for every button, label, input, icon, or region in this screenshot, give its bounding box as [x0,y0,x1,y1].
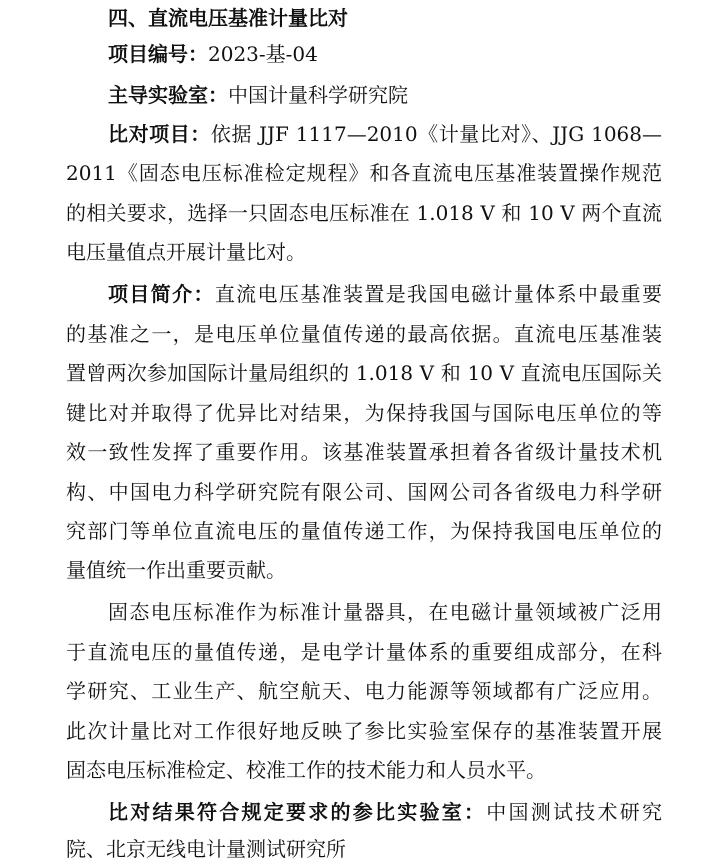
project-intro-line: 效一致性发挥了重要作用。该基准装置承担着各省级计量技术机 [66,440,662,464]
project-intro-line [66,276,662,312]
section-heading [66,0,348,36]
paragraph2-line: 固态电压标准作为标准计量器具，在电磁计量领域被广泛用 [108,600,662,624]
lead-lab-label: 主导实验室： [108,83,228,107]
project-number-row [66,36,318,72]
paragraph2-line: 学研究、工业生产、航空航天、电力能源等领域都有广泛应用。 [66,679,662,703]
comparison-item-line: 电压量值点开展计量比对。 [66,240,306,264]
project-intro-label: 项目简介： [108,282,215,306]
comparison-item-line: 的相关要求，选择一只固态电压标准在 1.018 V 和 10 V 两个直流 [66,201,662,225]
lead-lab-value: 中国计量科学研究院 [228,83,408,107]
project-intro-line: 键比对并取得了优异比对结果，为保持我国与国际电压单位的等 [66,401,662,425]
paragraph2-line: 此次计量比对工作很好地反映了参比实验室保存的基准装置开展 [66,719,662,743]
result-line [66,794,662,830]
result-label: 比对结果符合规定要求的参比实验室： [108,800,487,824]
result-line: 院、北京无线电计量测试研究所 [66,837,346,861]
project-number-label: 项目编号： [108,42,208,66]
comparison-item-line [66,116,662,152]
comparison-item-line: 2011《固态电压标准检定规程》和各直流电压基准装置操作规范 [66,161,662,185]
paragraph2-line: 固态电压标准检定、校准工作的技术能力和人员水平。 [66,758,546,782]
project-intro-line: 置曾两次参加国际计量局组织的 1.018 V 和 10 V 直流电压国际关 [66,361,662,385]
comparison-item-label: 比对项目： [108,122,211,146]
project-intro-text: 直流电压基准装置是我国电磁计量体系中最重要 [214,282,663,306]
project-intro-line: 究部门等单位直流电压的量值传递工作，为保持我国电压单位的 [66,519,662,543]
section-heading-text: 四、直流电压基准计量比对 [108,6,348,30]
project-intro-line: 的基准之一，是电压单位量值传递的最高依据。直流电压基准装 [66,322,662,346]
paragraph2-line: 于直流电压的量值传递，是电学计量体系的重要组成部分，在科 [66,640,662,664]
result-text: 中国测试技术研究 [486,800,662,824]
lead-lab-row [66,77,408,113]
project-number-value: 2023-基-04 [208,42,318,66]
comparison-item-text: 依据 JJF 1117—2010《计量比对》、JJG 1068— [210,122,663,146]
project-intro-line: 构、中国电力科学研究院有限公司、国网公司各省级电力科学研 [66,480,662,504]
project-intro-line: 量值统一作出重要贡献。 [66,558,286,582]
